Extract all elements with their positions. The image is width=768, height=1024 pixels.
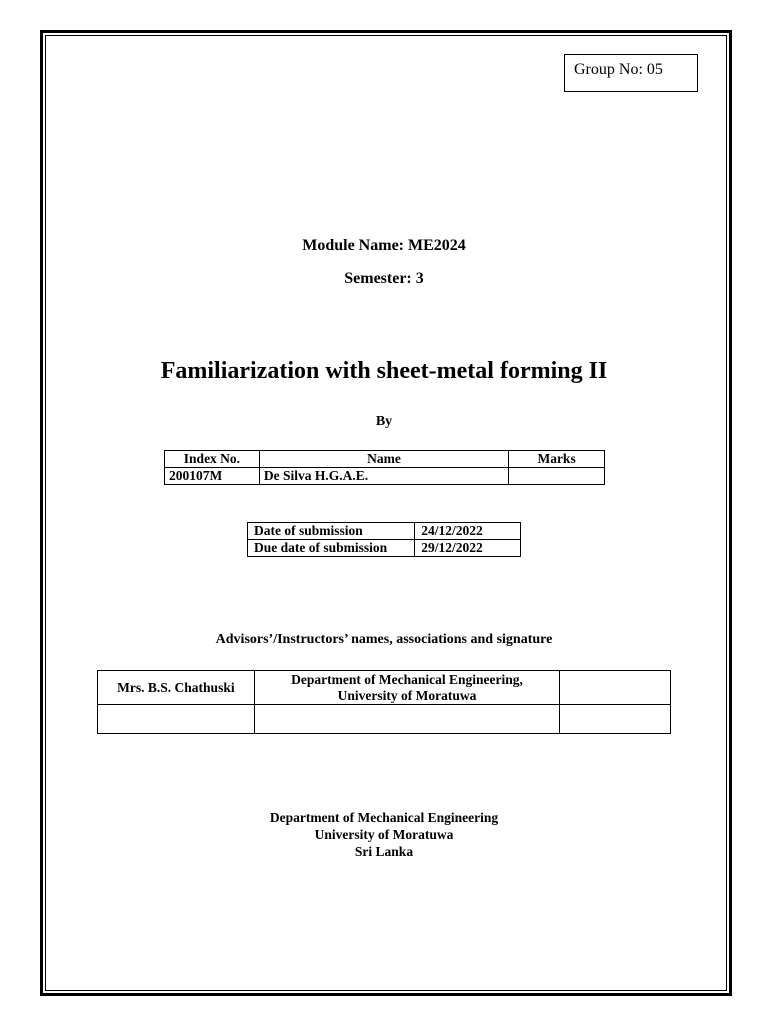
due-date-label: Due date of submission [248, 540, 415, 557]
advisor-signature [560, 671, 671, 705]
table-row [165, 468, 605, 485]
header-name: Name [259, 451, 508, 468]
footer-country: Sri Lanka [354, 844, 414, 859]
advisor-association-line1: Department of Mechanical Engineering, [291, 671, 523, 687]
student-name: De Silva H.G.A.E. [259, 468, 508, 485]
group-number-label: Group No: 05 [574, 61, 663, 78]
due-date-value: 29/12/2022 [415, 540, 521, 557]
advisor-association [254, 671, 559, 705]
student-marks [509, 468, 605, 485]
advisors-heading: Advisors’/Instructors’ names, associations and signature [215, 632, 553, 647]
semester: Semester: 3 [344, 270, 424, 287]
header-index-no: Index No. [165, 451, 260, 468]
empty-cell [98, 705, 255, 734]
table-row [248, 540, 521, 557]
advisor-association-line2: University of Moratuwa [337, 687, 477, 703]
footer-address [0, 809, 768, 860]
footer-university: University of Moratuwa [314, 827, 454, 842]
submission-date-label: Date of submission [248, 523, 415, 540]
submission-date-value: 24/12/2022 [415, 523, 521, 540]
student-table [164, 450, 605, 485]
module-name: Module Name: ME2024 [302, 237, 466, 254]
empty-cell [560, 705, 671, 734]
date-table [247, 522, 521, 557]
advisor-name: Mrs. B.S. Chathuski [98, 671, 255, 705]
report-title: Familiarization with sheet-metal forming II [160, 358, 608, 384]
table-row [98, 671, 671, 705]
advisor-table [97, 670, 671, 734]
footer-department: Department of Mechanical Engineering [269, 810, 499, 825]
student-table-header-row [165, 451, 605, 468]
header-marks: Marks [509, 451, 605, 468]
table-row [248, 523, 521, 540]
by-label: By [375, 414, 393, 429]
student-index: 200107M [165, 468, 260, 485]
group-number-box [564, 54, 698, 92]
table-row [98, 705, 671, 734]
empty-cell [254, 705, 559, 734]
